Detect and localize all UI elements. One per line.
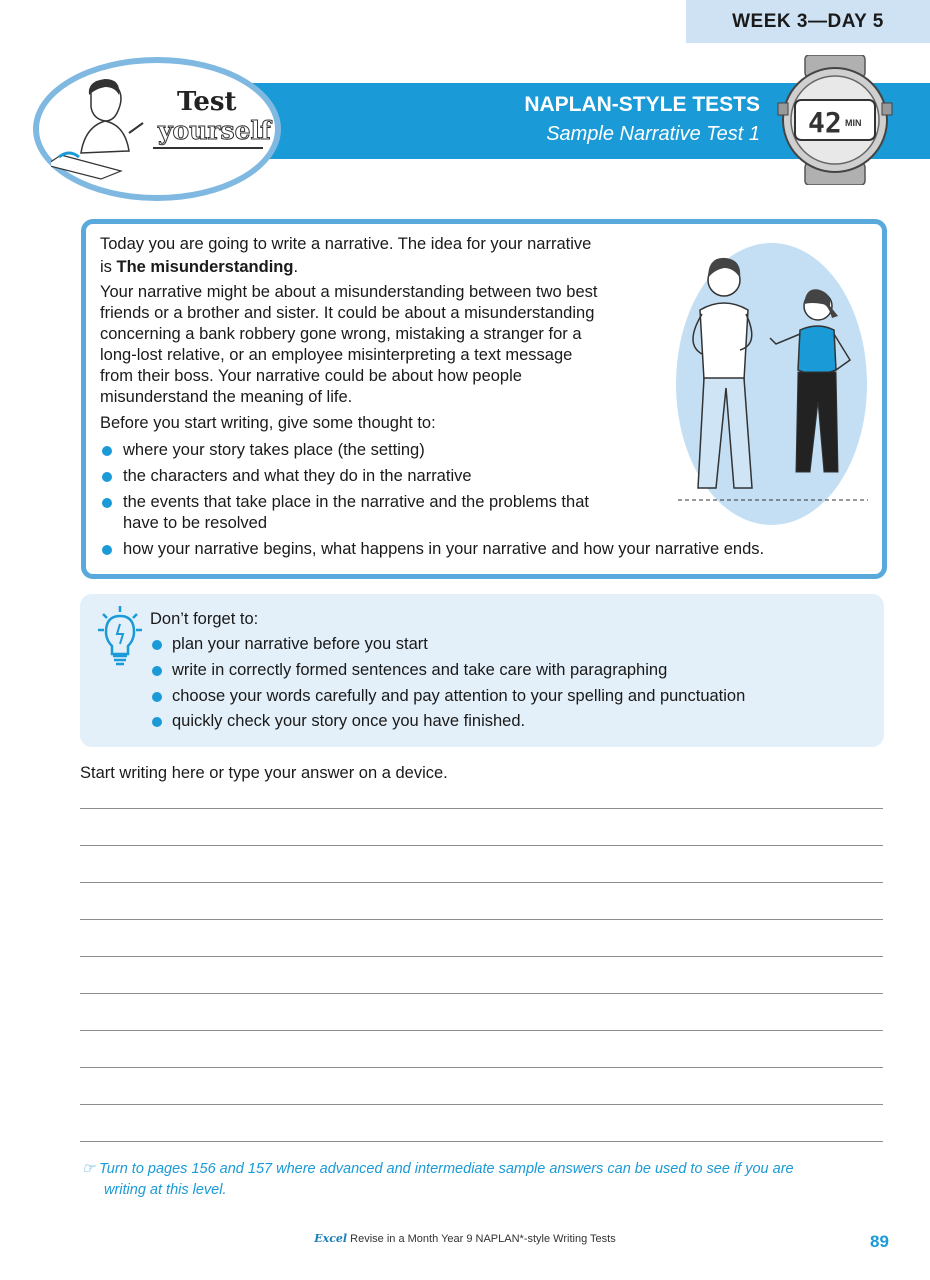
tips-item: write in correctly formed sentences and take care with paragraphing bbox=[172, 661, 668, 679]
note-line2: writing at this level. bbox=[104, 1182, 227, 1198]
prompt-para-line: concerning a bank robbery gone wrong, mistaking a stranger for a bbox=[100, 325, 582, 343]
tips-item: choose your words carefully and pay attention to your spelling and punctuation bbox=[172, 687, 746, 705]
timer-value: 42 bbox=[808, 106, 842, 139]
bullet-dot bbox=[102, 545, 112, 555]
sample-answers-note bbox=[82, 1159, 882, 1201]
bullet-dot bbox=[102, 498, 112, 508]
writing-line[interactable] bbox=[80, 956, 883, 957]
stopwatch-icon bbox=[775, 55, 895, 185]
page-subtitle: Sample Narrative Test 1 bbox=[546, 123, 760, 145]
prompt-intro-end: . bbox=[293, 258, 299, 276]
bullet-dot bbox=[102, 446, 112, 456]
writing-line[interactable] bbox=[80, 845, 883, 846]
prompt-before-text: Before you start writing, give some thought to: bbox=[100, 414, 436, 432]
prompt-para-line: friends or a brother and sister. It could be about a misunderstanding bbox=[100, 304, 595, 322]
two-people-illustration bbox=[678, 250, 868, 510]
prompt-para-line: from their boss. Your narrative could be about how people bbox=[100, 367, 522, 385]
writing-line[interactable] bbox=[80, 1030, 883, 1031]
writing-line[interactable] bbox=[80, 993, 883, 994]
prompt-para-line: long-lost relative, or an employee misinterpreting a text message bbox=[100, 346, 573, 364]
logo-text-test: Test bbox=[177, 87, 237, 117]
note-line1: Turn to pages 156 and 157 where advanced and intermediate sample answers can be used to see if you are bbox=[99, 1161, 794, 1177]
writing-line[interactable] bbox=[80, 808, 883, 809]
bullet-dot bbox=[102, 472, 112, 482]
logo-text-yourself: yourself bbox=[158, 116, 271, 145]
writing-line[interactable] bbox=[80, 1067, 883, 1068]
tips-heading: Don’t forget to: bbox=[150, 610, 259, 628]
prompt-bullet: the characters and what they do in the narrative bbox=[123, 467, 472, 485]
bullet-dot bbox=[152, 717, 162, 727]
lightbulb-icon bbox=[97, 604, 143, 668]
footer bbox=[0, 1232, 930, 1245]
prompt-intro-is: is bbox=[100, 258, 117, 276]
timer-unit: MIN bbox=[845, 118, 862, 128]
writing-line[interactable] bbox=[80, 1141, 883, 1142]
prompt-intro-line1: Today you are going to write a narrative. The idea for your narrative bbox=[100, 235, 592, 253]
writing-line[interactable] bbox=[80, 1104, 883, 1105]
tips-item: quickly check your story once you have finished. bbox=[172, 712, 526, 730]
prompt-bullet-continuation: have to be resolved bbox=[123, 514, 268, 532]
pointing-hand-icon: ☞ bbox=[82, 1161, 100, 1177]
footer-text: Revise in a Month Year 9 NAPLAN*-style Writing Tests bbox=[347, 1233, 616, 1245]
prompt-bullet: the events that take place in the narrative and the problems that bbox=[123, 493, 589, 511]
bullet-dot bbox=[152, 692, 162, 702]
bullet-dot bbox=[152, 666, 162, 676]
answer-instruction: Start writing here or type your answer on a device. bbox=[80, 764, 448, 782]
prompt-bullet: how your narrative begins, what happens in your narrative and how your narrative ends. bbox=[123, 540, 765, 558]
student-writing-illustration bbox=[51, 73, 171, 183]
week-day-tab: WEEK 3—DAY 5 bbox=[686, 0, 930, 43]
prompt-bullet: where your story takes place (the setting) bbox=[123, 441, 425, 459]
writing-line[interactable] bbox=[80, 919, 883, 920]
logo-underline bbox=[153, 147, 263, 149]
page-number: 89 bbox=[870, 1232, 889, 1251]
page-title: NAPLAN-STYLE TESTS bbox=[524, 93, 760, 116]
bullet-dot bbox=[152, 640, 162, 650]
prompt-idea: The misunderstanding bbox=[116, 258, 294, 276]
prompt-intro-line2 bbox=[100, 257, 298, 278]
writing-line[interactable] bbox=[80, 882, 883, 883]
prompt-para-line: misunderstand the meaning of life. bbox=[100, 388, 353, 406]
tips-item: plan your narrative before you start bbox=[172, 635, 428, 653]
footer-brand: Excel bbox=[314, 1232, 348, 1245]
prompt-para-line: Your narrative might be about a misunderstanding between two best bbox=[100, 283, 598, 301]
